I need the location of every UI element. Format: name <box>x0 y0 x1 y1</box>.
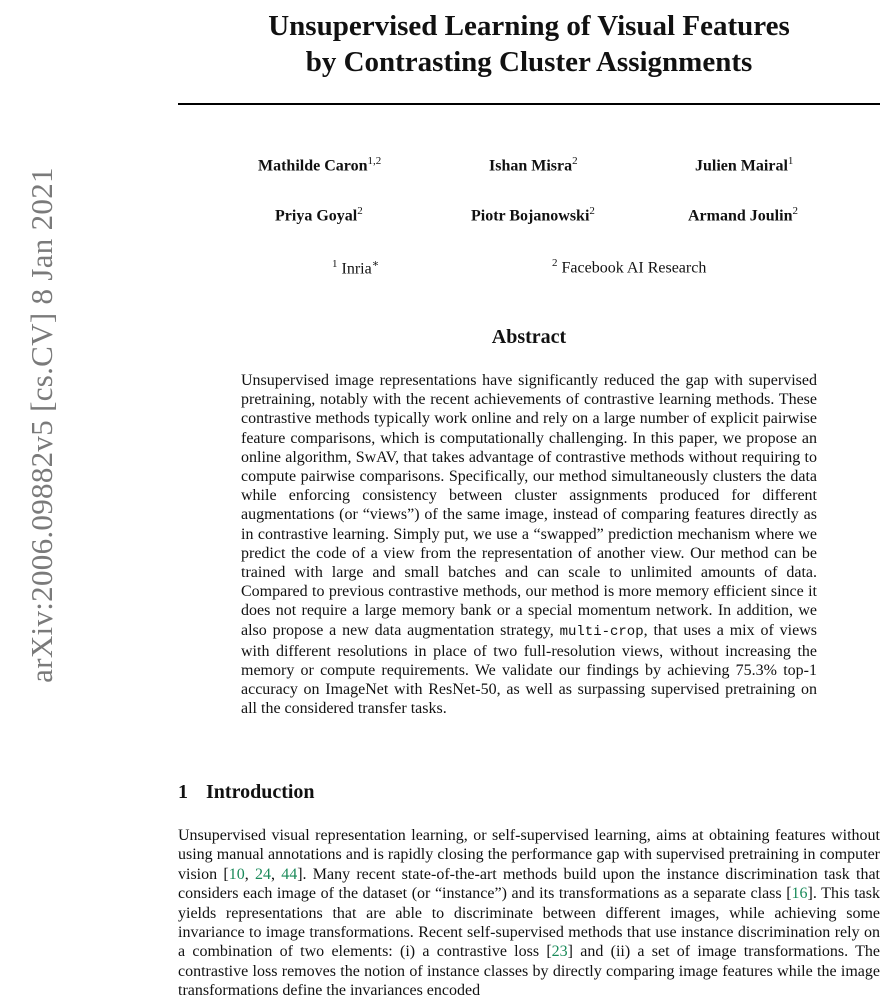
citation-link[interactable]: 23 <box>551 943 568 961</box>
citation-link[interactable]: 44 <box>281 865 298 883</box>
title-line-1: Unsupervised Learning of Visual Features <box>268 10 790 42</box>
abstract-heading: Abstract <box>491 326 567 348</box>
author: Piotr Bojanowski$^2$ <box>471 205 595 225</box>
paper-title <box>178 8 880 80</box>
citation-link[interactable]: 16 <box>791 885 808 903</box>
affiliation: $^2$ Facebook AI Research <box>552 257 707 277</box>
author: Priya Goyal$^2$ <box>275 205 363 225</box>
author: Armand Joulin$^2$ <box>688 205 798 225</box>
intro-paragraph: Unsupervised visual representation learning, or self-supervised learning, aims at obtaining features without using manual annotations and is rapidly closing the performance gap with supervised pretraining in computer vision [10, 24, 44]. Many recent state-of-the-art methods build upon the instance discrimination task that considers each image of the dataset (or “instance”) and its transformations as a separate class [16]. This task yields representations that are able to discriminate between different images, while achieving some invariance to image transformations. Recent self-supervised methods that use instance discrimination rely on a combination of two elements: (i) a contrastive loss [23] and (ii) a set of image transformations. The contrastive loss removes the notion of instance classes by directly comparing image features while the image transformations define the invariances encoded <box>178 827 881 1000</box>
title-line-2: by Contrasting Cluster Assignments <box>305 46 753 78</box>
citation-link[interactable]: 24 <box>254 865 271 883</box>
affiliation: $^1$ Inria∗ <box>332 258 380 278</box>
author: Julien Mairal$^1$ <box>695 155 794 175</box>
code-term: multi-crop <box>559 623 644 640</box>
author: Mathilde Caron$^{1,2}$ <box>258 155 382 175</box>
citation-link[interactable]: 10 <box>228 865 245 883</box>
arxiv-id: arXiv:2006.09882v5 [cs.CV] 8 Jan 2021 <box>24 167 59 683</box>
author: Ishan Misra$^2$ <box>489 155 578 175</box>
arxiv-sidebar-stamp <box>22 30 62 820</box>
section-heading: 1 Introduction <box>178 781 315 803</box>
title-rule <box>178 103 880 105</box>
abstract-body: Unsupervised image representations have significantly reduced the gap with supervised pretraining, notably with the recent achievements of contrastive learning methods. These contrastive methods typically work online and rely on a large number of explicit pairwise feature comparisons, which is computationally challenging. In this paper, we propose an online algorithm, SwAV, that takes advantage of contrastive methods without requiring to compute pairwise comparisons. Specifically, our method simultaneously clusters the data while enforcing consistency between cluster assignments produced for different augmentations (or “views”) of the same image, instead of comparing features directly as in contrastive learning. Simply put, we use a “swapped” prediction mechanism where we predict the code of a view from the representation of another view. Our method can be trained with large and small batches and can scale to unlimited amounts of data. Compared to previous contrastive methods, our method is more memory efficient since it does not require a large memory bank or a special momentum network. In addition, we also propose a new data augmentation strategy, multi-crop, that uses a mix of views with different resolutions in place of two full-resolution views, without increasing the memory or compute requirements. We validate our findings by achieving 75.3% top-1 accuracy on ImageNet with ResNet-50, as well as surpassing supervised pretraining on all the considered transfer tasks. <box>241 372 817 718</box>
